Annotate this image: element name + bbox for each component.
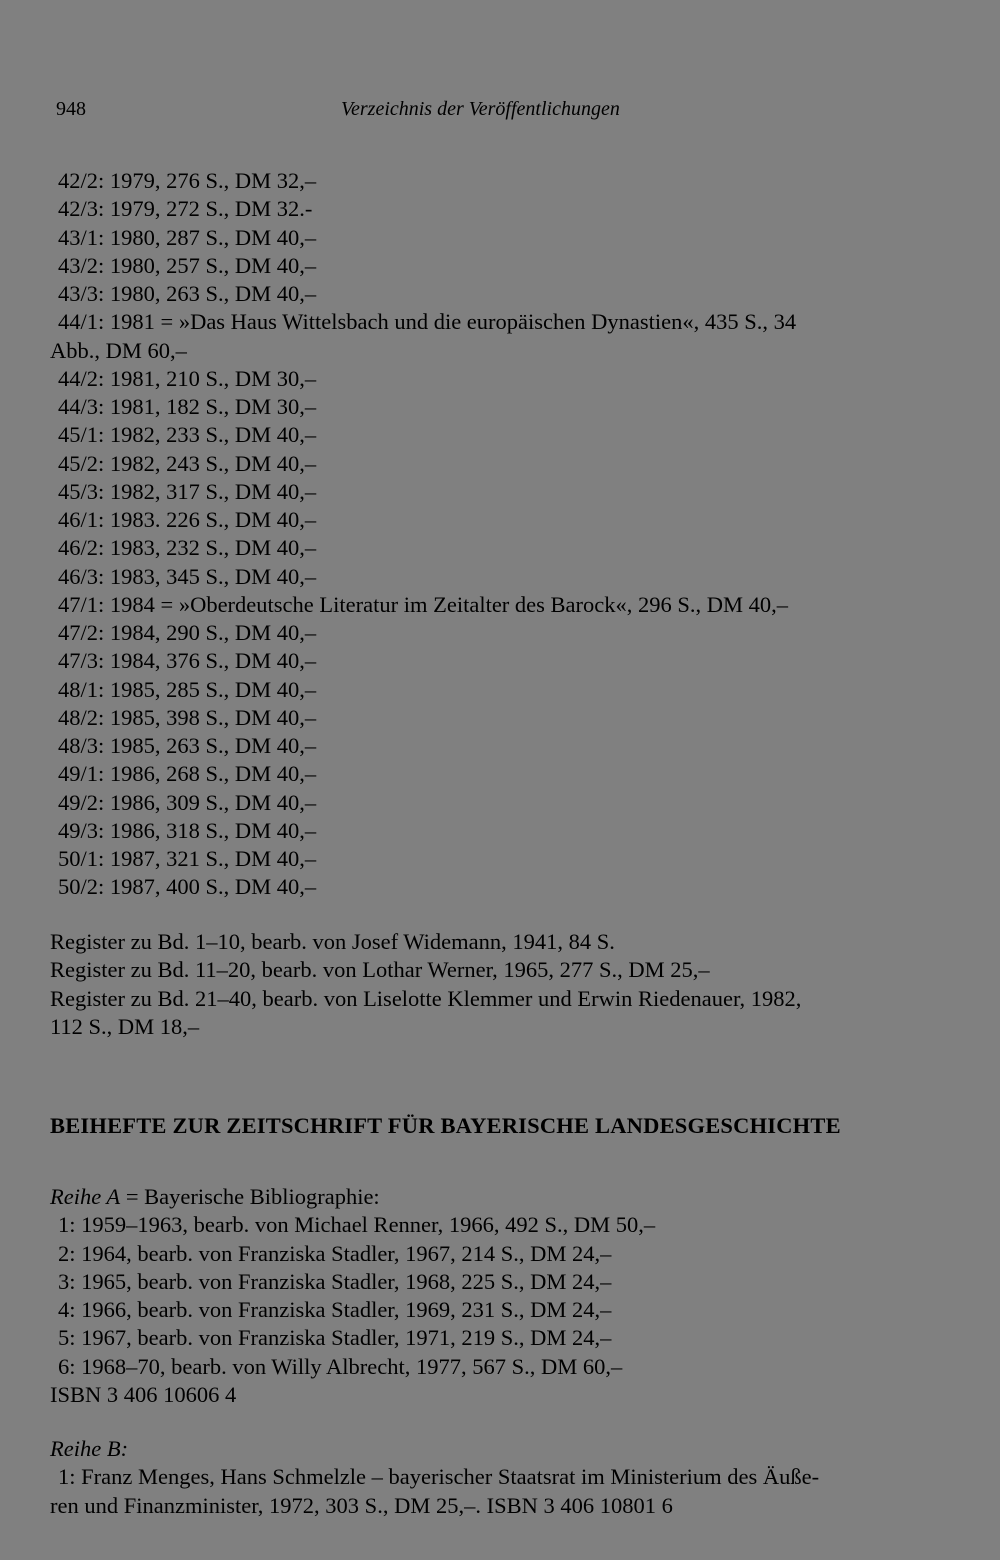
volume-entry: 50/2: 1987, 400 S., DM 40,– [58, 874, 317, 900]
volume-entry: 49/1: 1986, 268 S., DM 40,– [58, 761, 317, 787]
volume-entry: 43/3: 1980, 263 S., DM 40,– [58, 281, 317, 306]
page-number: 948 [56, 98, 86, 120]
register-entry-continuation: 112 S., DM 18,– [50, 1013, 200, 1039]
volume-entry: 46/3: 1983, 345 S., DM 40,– [58, 563, 317, 589]
series-b [50, 1435, 930, 1520]
series-b-item: 1: Franz Menges, Hans Schmelzle – bayerischer Staatsrat im Ministerium des Äuße- [58, 1464, 820, 1490]
volume-entry: 45/3: 1982, 317 S., DM 40,– [58, 478, 317, 504]
series-a-item: 6: 1968–70, bearb. von Willy Albrecht, 1977, 567 S., DM 60,– [58, 1353, 623, 1379]
section-heading: BEIHEFTE ZUR ZEITSCHRIFT FÜR BAYERISCHE LANDESGESCHICHTE [50, 1113, 841, 1138]
volume-list [50, 167, 930, 902]
volume-entry: 47/3: 1984, 376 S., DM 40,– [58, 648, 317, 674]
series-a-label: Reihe A [50, 1184, 121, 1209]
series-b-item-continuation: ren und Finanzminister, 1972, 303 S., DM 25,–. ISBN 3 406 10801 6 [50, 1492, 673, 1518]
register-entry: Register zu Bd. 11–20, bearb. von Lothar Werner, 1965, 277 S., DM 25,– [50, 957, 710, 983]
series-a-item: 5: 1967, bearb. von Franziska Stadler, 1971, 219 S., DM 24,– [58, 1325, 612, 1351]
volume-entry: 45/1: 1982, 233 S., DM 40,– [58, 422, 317, 448]
volume-entry: 49/2: 1986, 309 S., DM 40,– [58, 789, 317, 815]
series-a-title: = Bayerische Bibliographie: [120, 1184, 380, 1209]
volume-entry: 44/3: 1981, 182 S., DM 30,– [58, 394, 317, 419]
series-a-item: 1: 1959–1963, bearb. von Michael Renner, 1966, 492 S., DM 50,– [58, 1212, 656, 1238]
series-b-label: Reihe B: [50, 1436, 129, 1461]
register-entry: Register zu Bd. 21–40, bearb. von Liselotte Klemmer und Erwin Riedenauer, 1982, [50, 985, 802, 1011]
series-a-item: 2: 1964, bearb. von Franziska Stadler, 1967, 214 S., DM 24,– [58, 1240, 612, 1266]
volume-entry: 44/2: 1981, 210 S., DM 30,– [58, 365, 317, 391]
volume-entry: 46/2: 1983, 232 S., DM 40,– [58, 535, 317, 561]
volume-entry: 49/3: 1986, 318 S., DM 40,– [58, 817, 317, 843]
volume-entry: 45/2: 1982, 243 S., DM 40,– [58, 450, 317, 476]
volume-entry: 44/1: 1981 = »Das Haus Wittelsbach und die europäischen Dynastien«, 435 S., 34 [58, 309, 797, 335]
series-a-item: 4: 1966, bearb. von Franziska Stadler, 1969, 231 S., DM 24,– [58, 1297, 612, 1322]
running-title: Verzeichnis der Veröffentlichungen [341, 98, 620, 120]
register-list [50, 928, 930, 1041]
volume-entry: 48/3: 1985, 263 S., DM 40,– [58, 733, 317, 758]
series-a-heading [50, 1183, 930, 1211]
volume-entry: 42/3: 1979, 272 S., DM 32.- [58, 196, 313, 222]
register-entry: Register zu Bd. 1–10, bearb. von Josef Widemann, 1941, 84 S. [50, 929, 615, 954]
series-a [50, 1183, 930, 1409]
series-a-isbn: ISBN 3 406 10606 4 [50, 1381, 237, 1407]
volume-entry: 43/2: 1980, 257 S., DM 40,– [58, 252, 317, 278]
volume-entry: 50/1: 1987, 321 S., DM 40,– [58, 846, 317, 871]
volume-entry-continuation: Abb., DM 60,– [50, 337, 187, 363]
series-a-item: 3: 1965, bearb. von Franziska Stadler, 1968, 225 S., DM 24,– [58, 1268, 612, 1294]
page-header [56, 98, 936, 128]
volume-entry: 47/2: 1984, 290 S., DM 40,– [58, 620, 317, 645]
volume-entry: 43/1: 1980, 287 S., DM 40,– [58, 224, 317, 250]
volume-entry: 42/2: 1979, 276 S., DM 32,– [58, 168, 317, 193]
volume-entry: 46/1: 1983. 226 S., DM 40,– [58, 507, 317, 532]
volume-entry: 47/1: 1984 = »Oberdeutsche Literatur im Zeitalter des Barock«, 296 S., DM 40,– [58, 591, 789, 617]
volume-entry: 48/2: 1985, 398 S., DM 40,– [58, 704, 317, 730]
volume-entry: 48/1: 1985, 285 S., DM 40,– [58, 676, 317, 702]
